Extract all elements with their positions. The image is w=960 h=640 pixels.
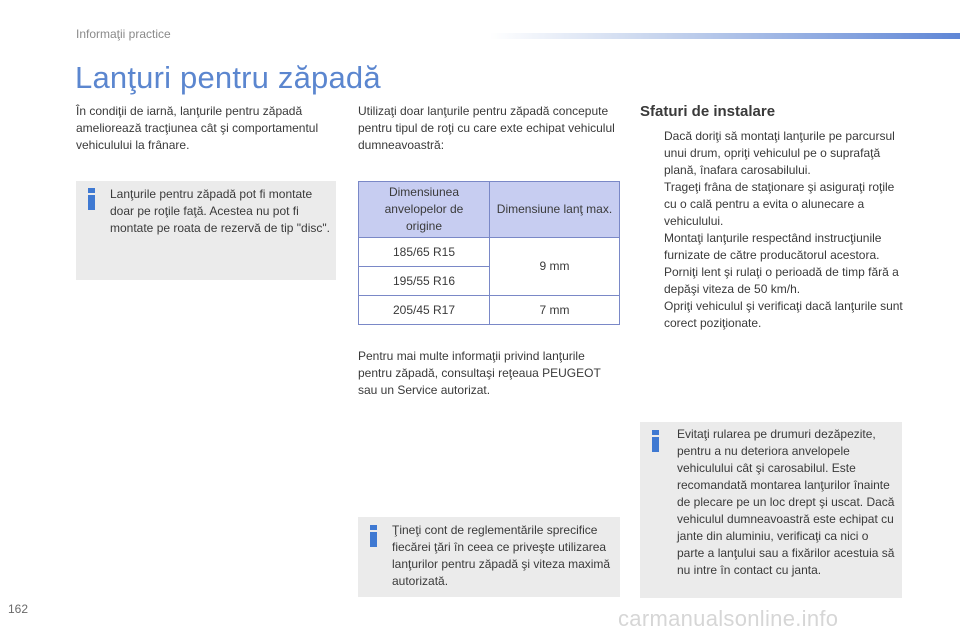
info-box-regulations	[358, 517, 620, 597]
usage-paragraph: Utilizaţi doar lanţurile pentru zăpadă concepute pentru tipul de roţi cu care exte echipat vehiculul dumneavoastră:	[358, 104, 615, 152]
table-cell-tyre: 185/65 R15	[359, 238, 490, 267]
table-header-tyre: Dimensiunea anvelopelor de origine	[359, 182, 490, 238]
list-item: Opriţi vehiculul şi verificaţi dacă lanţurile sunt corect poziţionate.	[664, 299, 903, 330]
info-box-text: Evitaţi rularea pe drumuri dezăpezite, pentru a nu deteriora anvelopele vehiculului cât şi carosabilul. Este recomandată montarea lanţurilor înainte de plecare pe un loc drept şi uscat. Dacă vehiculul dumneavoastră este echipat cu jante din aluminiu, verificaţi ca nici o parte a lanţului sau a fixărilor acestuia să nu intre în contact cu janta.	[677, 427, 895, 577]
table-header-chain: Dimensiune lanţ max.	[490, 182, 620, 238]
page-number: 162	[8, 602, 29, 616]
table-cell-tyre: 205/45 R17	[359, 296, 490, 325]
table-row	[359, 238, 620, 267]
info-box-text: Ţineţi cont de reglementările sprecifice fiecărei ţări în ceea ce priveşte utilizarea lanţurilor pentru zăpadă şi viteza maximă autorizată.	[392, 523, 611, 588]
more-info-paragraph: Pentru mai multe informaţii privind lanţurile pentru zăpadă, consultaşi reţeaua PEUGEOT sau un Service autorizat.	[358, 349, 601, 397]
table-row	[359, 296, 620, 325]
table-cell-tyre: 195/55 R16	[359, 267, 490, 296]
info-icon	[370, 525, 377, 547]
tyre-chain-table	[358, 181, 620, 325]
info-box-front-wheels	[76, 181, 336, 280]
list-item: Trageţi frâna de staţionare şi asiguraţi roţile cu o cală pentru a evita o alunecare a vehiculului.	[664, 180, 895, 228]
info-icon	[652, 430, 659, 452]
table-cell-chain: 9 mm	[490, 238, 620, 296]
header-rule	[490, 33, 960, 39]
install-heading: Sfaturi de instalare	[640, 103, 776, 120]
section-label: Informaţii practice	[76, 27, 171, 41]
table-cell-chain: 7 mm	[490, 296, 620, 325]
list-item: Montaţi lanţurile respectând instrucţiunile furnizate de către producătorul acestora.	[664, 231, 882, 262]
watermark: carmanualsonline.info	[618, 606, 839, 631]
install-tips-list	[640, 128, 908, 332]
table-header-row	[359, 182, 620, 238]
info-icon	[88, 188, 95, 210]
info-box-avoid-cleared-roads	[640, 422, 902, 598]
info-box-text: Lanţurile pentru zăpadă pot fi montate doar pe roţile faţă. Acestea nu pot fi montate pe roata de rezervă de tip "disc".	[110, 187, 330, 235]
list-item: Porniţi lent şi rulaţi o perioadă de timp fără a depăşi viteza de 50 km/h.	[664, 265, 899, 296]
list-item: Dacă doriţi să montaţi lanţurile pe parcursul unui drum, opriţi vehiculul pe o suprafaţă plană, înafara carosabilului.	[664, 129, 895, 177]
intro-paragraph: În condiţii de iarnă, lanţurile pentru zăpadă ameliorează tracţiunea cât şi comportamentul vehiculului la frânare.	[76, 104, 319, 152]
page-title: Lanţuri pentru zăpadă	[75, 60, 381, 95]
